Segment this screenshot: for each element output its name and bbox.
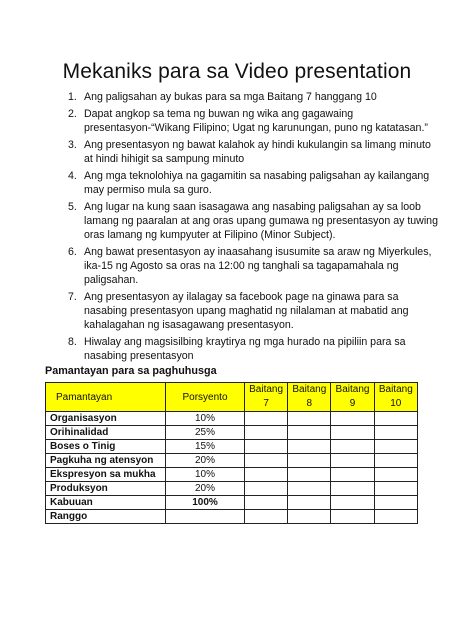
table-row [46, 426, 418, 440]
score-cell [374, 440, 417, 454]
criterion-cell: Produksyon [46, 482, 166, 496]
score-cell [331, 426, 374, 440]
rule-item [40, 90, 440, 104]
rule-number: 5. [68, 201, 77, 213]
percent-cell: 10% [166, 468, 245, 482]
table-row [46, 482, 418, 496]
rubric-title: Pamantayan para sa paghuhusga [45, 365, 217, 377]
score-cell [288, 468, 331, 482]
percent-cell: 20% [166, 454, 245, 468]
rule-text: Hiwalay ang magsisilbing kraytirya ng mga hurado na pipiliin para sa nasabing presentasyon [84, 336, 406, 362]
rule-text: Ang bawat presentasyon ay inaasahang isusumite sa araw ng Miyerkules, ika-15 ng Agosto sa oras na 12:00 ng tanghali sa tagapamahala ng paligsahan. [84, 246, 432, 286]
header-criterion: Pamantayan [46, 383, 166, 412]
score-cell [331, 412, 374, 426]
percent-cell [166, 510, 245, 524]
score-cell [374, 454, 417, 468]
rubric-table [45, 382, 418, 524]
score-cell [331, 440, 374, 454]
rule-number: 3. [68, 139, 77, 151]
rule-item [40, 138, 440, 166]
rule-number: 6. [68, 246, 77, 258]
rule-number: 2. [68, 108, 77, 120]
table-row [46, 468, 418, 482]
score-cell [245, 496, 288, 510]
score-cell [288, 510, 331, 524]
rule-text: Ang mga teknolohiya na gagamitin sa nasabing paligsahan ay kailangang may permiso mula sa guro. [84, 170, 430, 196]
score-cell [245, 412, 288, 426]
table-row [46, 510, 418, 524]
rule-item [40, 245, 440, 287]
rule-number: 7. [68, 291, 77, 303]
header-grade-7: Baitang 7 [245, 383, 288, 412]
score-cell [374, 412, 417, 426]
criterion-cell: Boses o Tinig [46, 440, 166, 454]
score-cell [331, 482, 374, 496]
header-percent: Porsyento [166, 383, 245, 412]
document-title: Mekaniks para sa Video presentation [62, 60, 412, 83]
percent-cell: 25% [166, 426, 245, 440]
percent-cell: 10% [166, 412, 245, 426]
score-cell [288, 496, 331, 510]
header-grade-9: Baitang 9 [331, 383, 374, 412]
criterion-cell: Kabuuan [46, 496, 166, 510]
score-cell [331, 496, 374, 510]
score-cell [331, 510, 374, 524]
score-cell [245, 510, 288, 524]
table-row [46, 454, 418, 468]
score-cell [245, 468, 288, 482]
rule-text: Ang lugar na kung saan isasagawa ang nasabing paligsahan ay sa loob lamang ng paaralan at ang oras upang gumawa ng presentasyon ay tuwing oras lamang ng kumpyuter at Filipino (Minor Subject). [84, 201, 438, 241]
score-cell [288, 454, 331, 468]
score-cell [374, 496, 417, 510]
percent-cell: 15% [166, 440, 245, 454]
score-cell [374, 426, 417, 440]
rule-item [40, 200, 440, 242]
score-cell [245, 454, 288, 468]
rules-list [40, 90, 440, 366]
score-cell [245, 426, 288, 440]
score-cell [288, 440, 331, 454]
table-row [46, 496, 418, 510]
rule-item [40, 290, 440, 332]
rule-number: 8. [68, 336, 77, 348]
criterion-cell: Pagkuha ng atensyon [46, 454, 166, 468]
percent-cell: 20% [166, 482, 245, 496]
score-cell [331, 454, 374, 468]
criterion-cell: Organisasyon [46, 412, 166, 426]
header-grade-8: Baitang 8 [288, 383, 331, 412]
percent-cell: 100% [166, 496, 245, 510]
criterion-cell: Ekspresyon sa mukha [46, 468, 166, 482]
rule-text: Ang presentasyon ng bawat kalahok ay hindi kukulangin sa limang minuto at hindi hihigit sa sampung minuto [84, 139, 431, 165]
rule-item [40, 335, 440, 363]
score-cell [288, 482, 331, 496]
rule-number: 1. [68, 91, 77, 103]
rule-item [40, 169, 440, 197]
rule-text: Ang paligsahan ay bukas para sa mga Baitang 7 hanggang 10 [84, 91, 377, 103]
rule-number: 4. [68, 170, 77, 182]
criterion-cell: Orihinalidad [46, 426, 166, 440]
rule-text: Dapat angkop sa tema ng buwan ng wika ang gagawaing presentasyon-“Wikang Filipino; Ugat ng karunungan, puno ng katatasan.” [84, 108, 428, 134]
header-grade-10: Baitang 10 [374, 383, 417, 412]
score-cell [288, 426, 331, 440]
rule-item [40, 107, 440, 135]
score-cell [288, 412, 331, 426]
score-cell [374, 510, 417, 524]
score-cell [245, 482, 288, 496]
rule-text: Ang presentasyon ay ilalagay sa facebook page na ginawa para sa nasabing presentasyon upang maghatid ng nilalaman at mabatid ang kahalagahan ng isasagawang presentasyon. [84, 291, 409, 331]
criterion-cell: Ranggo [46, 510, 166, 524]
score-cell [374, 468, 417, 482]
score-cell [374, 482, 417, 496]
table-row [46, 412, 418, 426]
rubric-header-row [46, 383, 418, 412]
table-row [46, 440, 418, 454]
score-cell [331, 468, 374, 482]
score-cell [245, 440, 288, 454]
